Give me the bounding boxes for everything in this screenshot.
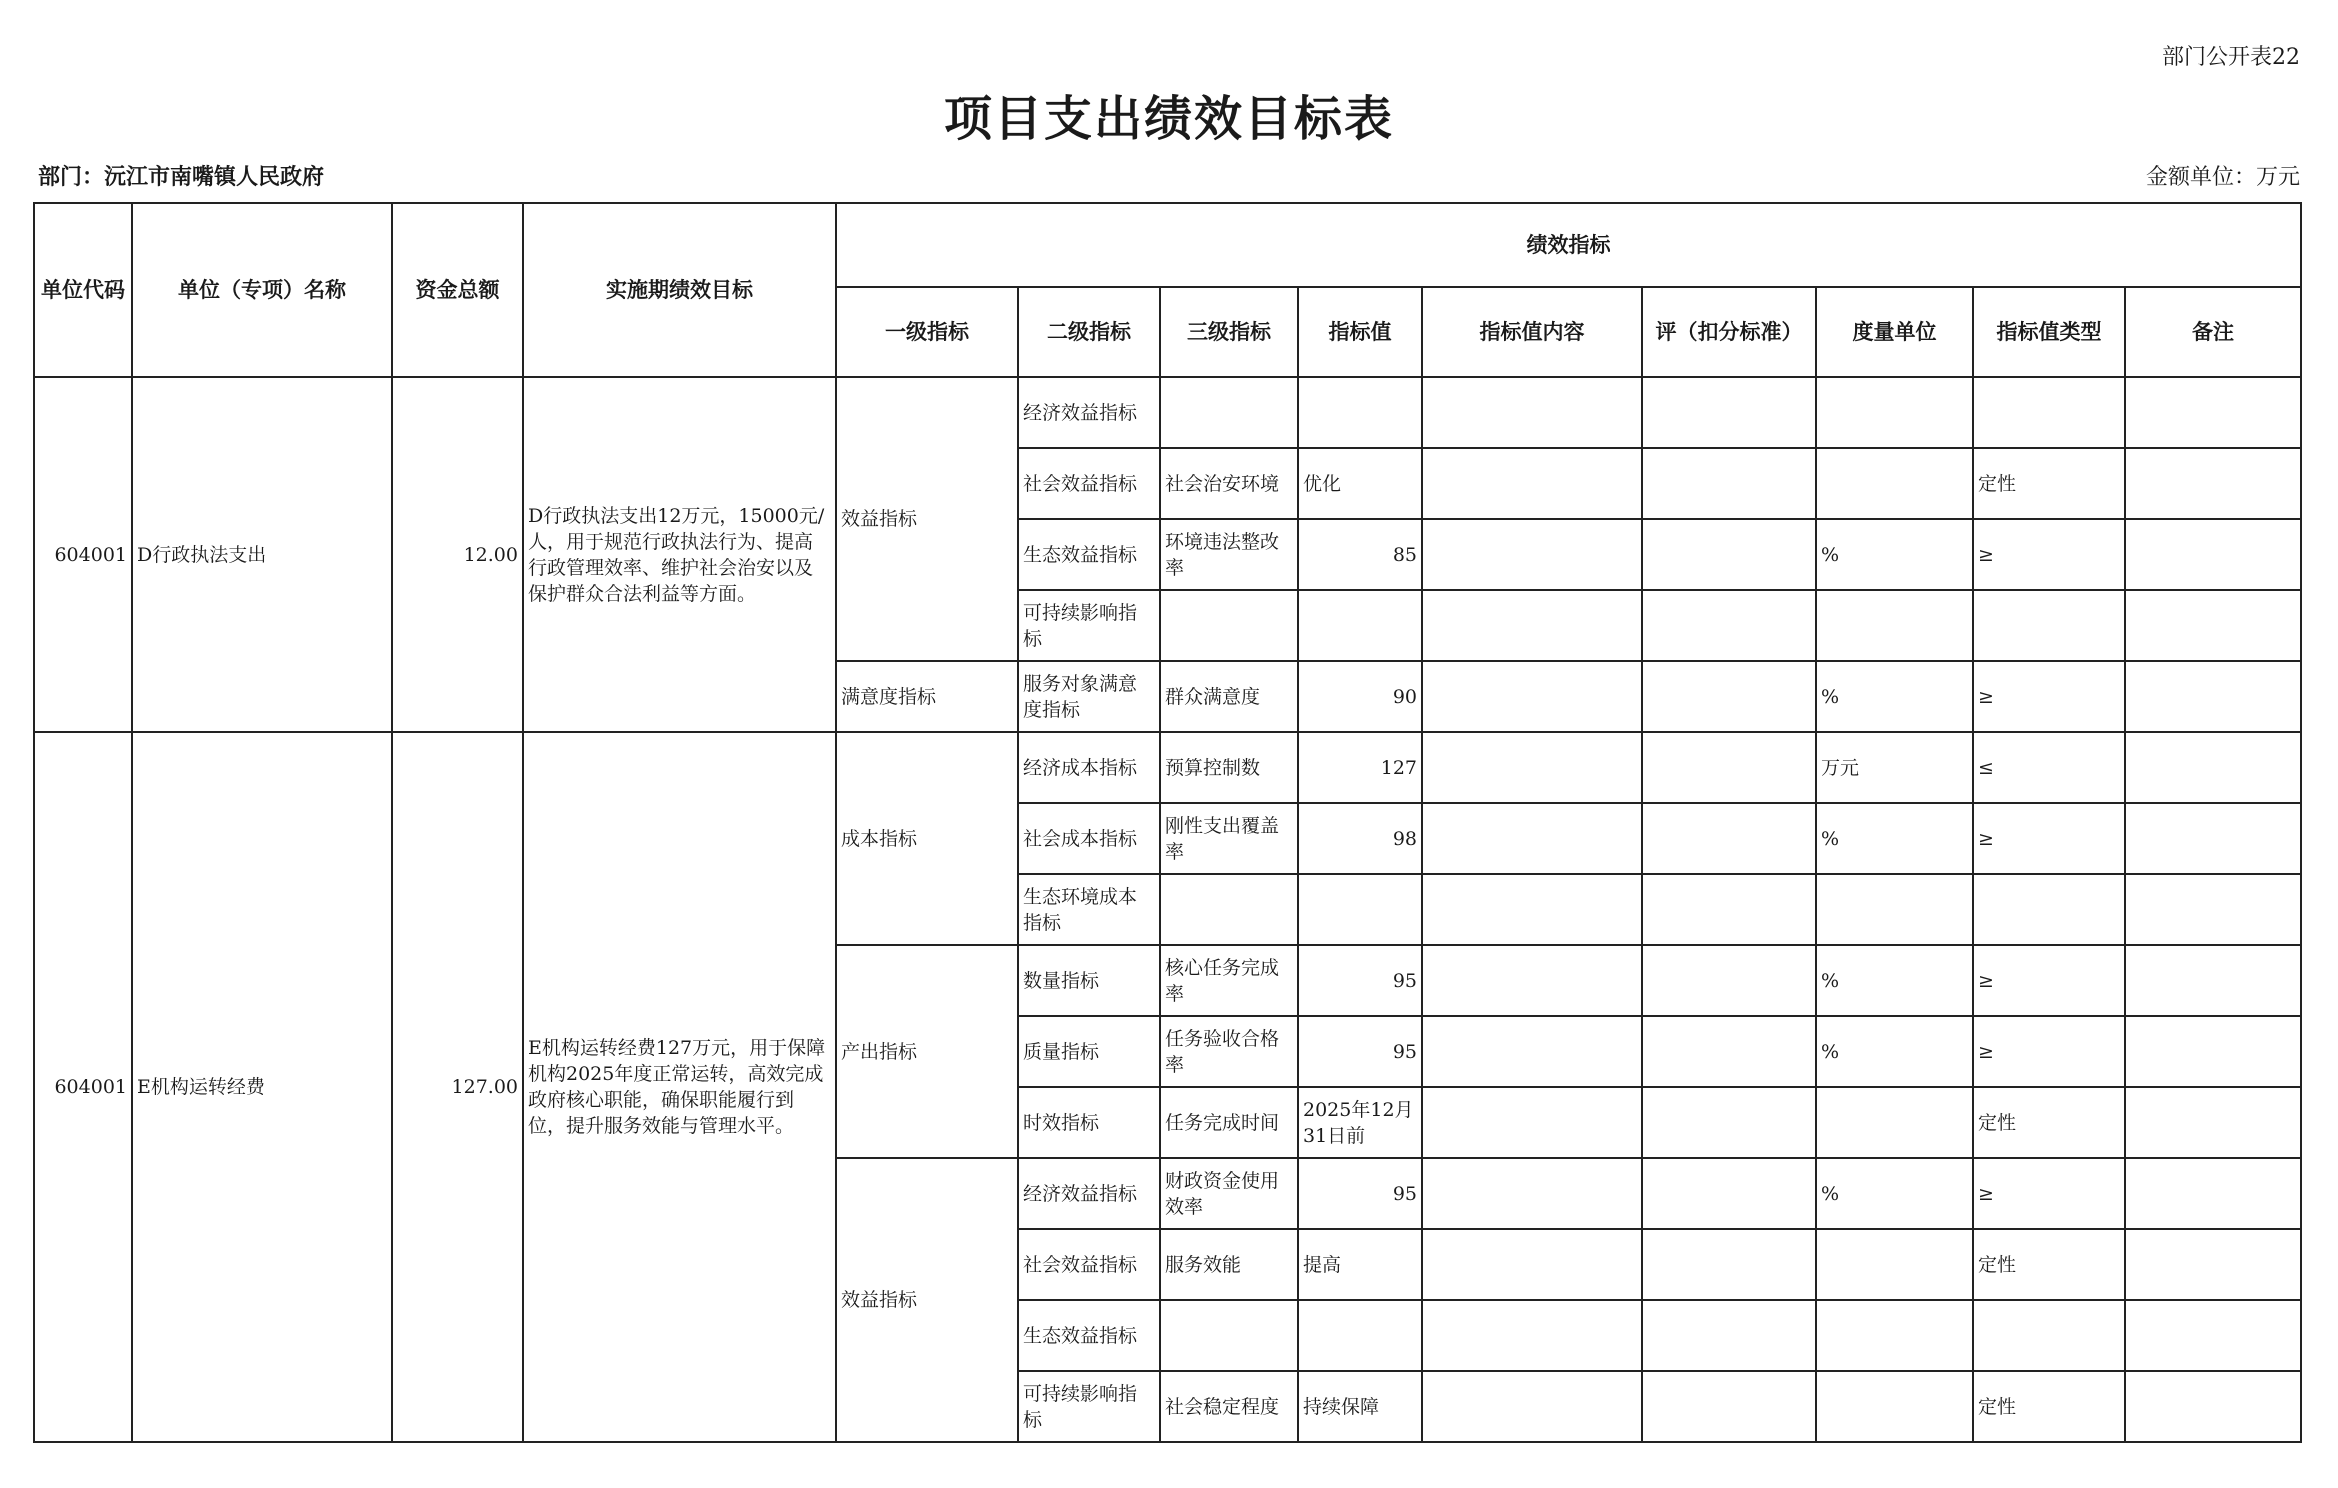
content-cell <box>1422 377 1642 448</box>
level2-cell: 质量指标 <box>1018 1016 1160 1087</box>
value-type-cell: 定性 <box>1973 1229 2125 1300</box>
note-cell <box>2125 448 2301 519</box>
value-type-cell <box>1973 590 2125 661</box>
scoring-cell <box>1642 732 1816 803</box>
value-cell: 持续保障 <box>1298 1371 1422 1442</box>
value-type-cell: ≥ <box>1973 1158 2125 1229</box>
value-type-cell: 定性 <box>1973 1371 2125 1442</box>
level3-cell: 群众满意度 <box>1160 661 1298 732</box>
content-cell <box>1422 1158 1642 1229</box>
value-cell <box>1298 874 1422 945</box>
note-cell <box>2125 1229 2301 1300</box>
content-cell <box>1422 1300 1642 1371</box>
note-cell <box>2125 590 2301 661</box>
value-type-cell: 定性 <box>1973 448 2125 519</box>
col-header-level3: 三级指标 <box>1160 287 1298 377</box>
scoring-cell <box>1642 1229 1816 1300</box>
measure-cell: 万元 <box>1816 732 1973 803</box>
level1-cell: 成本指标 <box>836 732 1018 945</box>
scoring-cell <box>1642 661 1816 732</box>
value-type-cell <box>1973 874 2125 945</box>
scoring-cell <box>1642 945 1816 1016</box>
measure-cell <box>1816 1300 1973 1371</box>
note-cell <box>2125 1158 2301 1229</box>
content-cell <box>1422 1229 1642 1300</box>
col-header-scoring: 评（扣分标准） <box>1642 287 1816 377</box>
objective-cell: E机构运转经费127万元，用于保障机构2025年度正常运转，高效完成政府核心职能，确保职能履行到位，提升服务效能与管理水平。 <box>523 732 836 1442</box>
measure-cell: % <box>1816 945 1973 1016</box>
level2-cell: 可持续影响指标 <box>1018 1371 1160 1442</box>
note-cell <box>2125 519 2301 590</box>
col-header-value: 指标值 <box>1298 287 1422 377</box>
level2-cell: 经济效益指标 <box>1018 1158 1160 1229</box>
value-cell: 90 <box>1298 661 1422 732</box>
level3-cell: 环境违法整改率 <box>1160 519 1298 590</box>
value-cell <box>1298 377 1422 448</box>
scoring-cell <box>1642 448 1816 519</box>
level3-cell: 任务验收合格率 <box>1160 1016 1298 1087</box>
value-cell: 127 <box>1298 732 1422 803</box>
value-cell: 85 <box>1298 519 1422 590</box>
scoring-cell <box>1642 1016 1816 1087</box>
content-cell <box>1422 1016 1642 1087</box>
scoring-cell <box>1642 377 1816 448</box>
level2-cell: 生态环境成本指标 <box>1018 874 1160 945</box>
measure-cell <box>1816 1229 1973 1300</box>
measure-cell: % <box>1816 803 1973 874</box>
note-cell <box>2125 803 2301 874</box>
measure-cell <box>1816 590 1973 661</box>
measure-cell <box>1816 1371 1973 1442</box>
performance-table <box>33 202 2302 1443</box>
value-type-cell <box>1973 377 2125 448</box>
value-type-cell: ≥ <box>1973 1016 2125 1087</box>
measure-cell: % <box>1816 661 1973 732</box>
col-header-name: 单位（专项）名称 <box>132 203 392 377</box>
content-cell <box>1422 874 1642 945</box>
col-header-code: 单位代码 <box>34 203 132 377</box>
level3-cell: 任务完成时间 <box>1160 1087 1298 1158</box>
level3-cell: 服务效能 <box>1160 1229 1298 1300</box>
unit-code-cell: 604001 <box>34 377 132 732</box>
objective-cell: D行政执法支出12万元，15000元/人，用于规范行政执法行为、提高行政管理效率、维护社会治安以及保护群众合法利益等方面。 <box>523 377 836 732</box>
table-row <box>34 377 2301 448</box>
measure-cell <box>1816 377 1973 448</box>
level2-cell: 时效指标 <box>1018 1087 1160 1158</box>
scoring-cell <box>1642 1300 1816 1371</box>
level3-cell: 预算控制数 <box>1160 732 1298 803</box>
page-title: 项目支出绩效目标表 <box>943 91 1394 147</box>
scoring-cell <box>1642 519 1816 590</box>
value-cell: 95 <box>1298 1158 1422 1229</box>
col-header-level2: 二级指标 <box>1018 287 1160 377</box>
value-type-cell: ≥ <box>1973 661 2125 732</box>
measure-cell: % <box>1816 1016 1973 1087</box>
content-cell <box>1422 1087 1642 1158</box>
value-cell <box>1298 590 1422 661</box>
content-cell <box>1422 945 1642 1016</box>
level3-cell <box>1160 1300 1298 1371</box>
note-cell <box>2125 377 2301 448</box>
measure-cell <box>1816 1087 1973 1158</box>
col-header-measure: 度量单位 <box>1816 287 1973 377</box>
scoring-cell <box>1642 1087 1816 1158</box>
note-cell <box>2125 1371 2301 1442</box>
col-header-total: 资金总额 <box>392 203 523 377</box>
col-header-content: 指标值内容 <box>1422 287 1642 377</box>
measure-cell: % <box>1816 519 1973 590</box>
value-cell: 98 <box>1298 803 1422 874</box>
level2-cell: 服务对象满意度指标 <box>1018 661 1160 732</box>
level2-cell: 社会效益指标 <box>1018 448 1160 519</box>
value-cell: 95 <box>1298 945 1422 1016</box>
content-cell <box>1422 519 1642 590</box>
level2-cell: 经济效益指标 <box>1018 377 1160 448</box>
col-header-value-type: 指标值类型 <box>1973 287 2125 377</box>
level1-cell: 满意度指标 <box>836 661 1018 732</box>
unit-code-cell: 604001 <box>34 732 132 1442</box>
scoring-cell <box>1642 874 1816 945</box>
value-type-cell: ≥ <box>1973 945 2125 1016</box>
level2-cell: 生态效益指标 <box>1018 1300 1160 1371</box>
scoring-cell <box>1642 1158 1816 1229</box>
scoring-cell <box>1642 590 1816 661</box>
note-cell <box>2125 732 2301 803</box>
value-cell: 提高 <box>1298 1229 1422 1300</box>
scoring-cell <box>1642 1371 1816 1442</box>
value-type-cell <box>1973 1300 2125 1371</box>
col-header-note: 备注 <box>2125 287 2301 377</box>
value-type-cell: ≥ <box>1973 519 2125 590</box>
level3-cell <box>1160 590 1298 661</box>
note-cell <box>2125 945 2301 1016</box>
amount-unit-label: 金额单位：万元 <box>2145 165 2300 190</box>
note-cell <box>2125 1300 2301 1371</box>
value-cell <box>1298 1300 1422 1371</box>
value-type-cell: 定性 <box>1973 1087 2125 1158</box>
col-header-objective: 实施期绩效目标 <box>523 203 836 377</box>
measure-cell: % <box>1816 1158 1973 1229</box>
measure-cell <box>1816 448 1973 519</box>
level1-cell: 效益指标 <box>836 1158 1018 1442</box>
level1-cell: 产出指标 <box>836 945 1018 1158</box>
value-type-cell: ≤ <box>1973 732 2125 803</box>
department-label: 部门：沅江市南嘴镇人民政府 <box>38 164 325 190</box>
level1-cell: 效益指标 <box>836 377 1018 661</box>
total-amount-cell: 127.00 <box>392 732 523 1442</box>
content-cell <box>1422 590 1642 661</box>
col-header-performance: 绩效指标 <box>836 203 2301 287</box>
level3-cell: 社会稳定程度 <box>1160 1371 1298 1442</box>
measure-cell <box>1816 874 1973 945</box>
level2-cell: 社会效益指标 <box>1018 1229 1160 1300</box>
value-type-cell: ≥ <box>1973 803 2125 874</box>
table-row <box>34 732 2301 803</box>
project-name-cell: E机构运转经费 <box>132 732 392 1442</box>
level2-cell: 经济成本指标 <box>1018 732 1160 803</box>
level3-cell <box>1160 874 1298 945</box>
level3-cell: 核心任务完成率 <box>1160 945 1298 1016</box>
level2-cell: 社会成本指标 <box>1018 803 1160 874</box>
value-cell: 2025年12月31日前 <box>1298 1087 1422 1158</box>
level2-cell: 数量指标 <box>1018 945 1160 1016</box>
col-header-level1: 一级指标 <box>836 287 1018 377</box>
content-cell <box>1422 661 1642 732</box>
content-cell <box>1422 1371 1642 1442</box>
document-number: 部门公开表22 <box>2162 45 2300 70</box>
level2-cell: 生态效益指标 <box>1018 519 1160 590</box>
value-cell: 95 <box>1298 1016 1422 1087</box>
level3-cell: 社会治安环境 <box>1160 448 1298 519</box>
scoring-cell <box>1642 803 1816 874</box>
content-cell <box>1422 732 1642 803</box>
level3-cell: 财政资金使用效率 <box>1160 1158 1298 1229</box>
content-cell <box>1422 803 1642 874</box>
level3-cell <box>1160 377 1298 448</box>
note-cell <box>2125 1016 2301 1087</box>
note-cell <box>2125 1087 2301 1158</box>
level3-cell: 刚性支出覆盖率 <box>1160 803 1298 874</box>
level2-cell: 可持续影响指标 <box>1018 590 1160 661</box>
total-amount-cell: 12.00 <box>392 377 523 732</box>
value-cell: 优化 <box>1298 448 1422 519</box>
note-cell <box>2125 661 2301 732</box>
content-cell <box>1422 448 1642 519</box>
note-cell <box>2125 874 2301 945</box>
project-name-cell: D行政执法支出 <box>132 377 392 732</box>
